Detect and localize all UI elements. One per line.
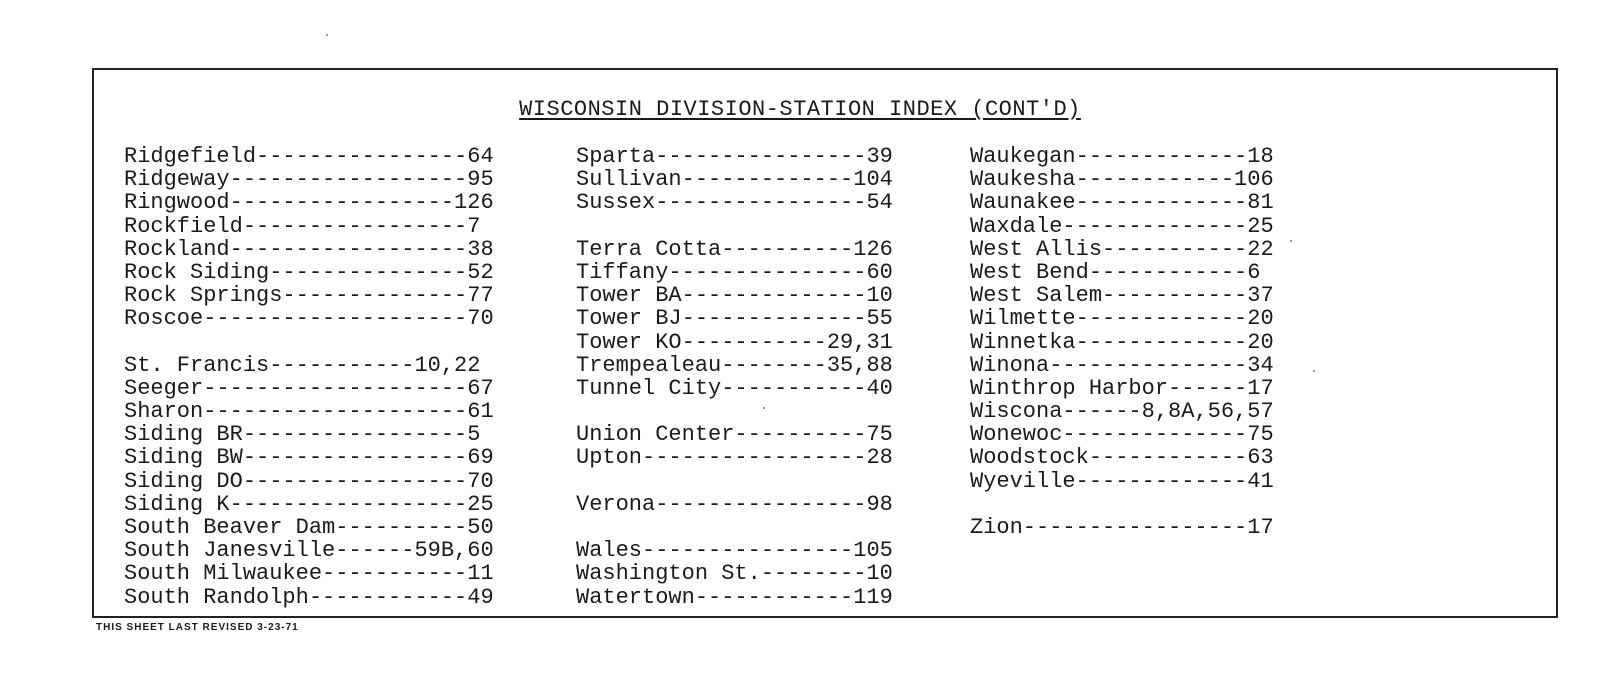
station-entry: Sullivan-------------104	[576, 167, 893, 193]
station-column-2	[576, 145, 893, 609]
station-entry: Verona----------------98	[576, 491, 893, 517]
station-entry: Rockland------------------38	[124, 236, 494, 262]
station-entry: Washington St.--------10	[576, 561, 893, 587]
station-entry: Tower BJ--------------55	[576, 306, 893, 332]
station-entry: Rock Siding---------------52	[124, 259, 494, 285]
station-entry: Siding BW-----------------69	[124, 445, 494, 471]
station-entry: Tower BA--------------10	[576, 283, 893, 309]
station-entry: Waukesha------------106	[970, 167, 1274, 193]
scan-speck	[763, 407, 765, 409]
station-entry: Waukegan-------------18	[970, 144, 1274, 169]
station-entry: West Salem-----------37	[970, 283, 1274, 309]
station-entry: St. Francis-----------10,22	[124, 352, 481, 378]
station-entry: Trempealeau--------35,88	[576, 352, 893, 378]
station-entry: Zion-----------------17	[970, 515, 1274, 540]
spacer-row	[576, 470, 893, 493]
station-entry: Wyeville-------------41	[970, 468, 1274, 494]
station-entry: South Randolph------------49	[124, 584, 494, 610]
station-column-1	[124, 145, 494, 609]
station-entry: Siding DO-----------------70	[124, 468, 494, 494]
spacer-row	[576, 400, 893, 423]
station-entry: Sussex----------------54	[576, 190, 893, 216]
station-entry: Waunakee-------------81	[970, 190, 1274, 216]
station-entry: Wonewoc--------------75	[970, 422, 1274, 448]
station-entry: Winona---------------34	[970, 352, 1274, 378]
station-entry: Siding K------------------25	[124, 491, 494, 517]
station-entry: South Milwaukee-----------11	[124, 561, 494, 587]
station-entry: Wiscona------8,8A,56,57	[970, 399, 1274, 425]
station-entry: Siding BR-----------------5	[124, 422, 481, 448]
spacer-row	[124, 331, 494, 354]
station-entry: Wilmette-------------20	[970, 306, 1274, 332]
station-entry: Tower KO-----------29,31	[576, 329, 893, 355]
station-entry: Rockfield-----------------7	[124, 213, 481, 239]
page-title	[0, 97, 1600, 123]
station-entry: Upton-----------------28	[576, 445, 893, 471]
station-entry: Wales----------------105	[576, 538, 893, 564]
station-entry: Watertown------------119	[576, 584, 893, 610]
station-entry: West Bend------------6	[970, 259, 1261, 285]
station-entry: Ridgefield----------------64	[124, 144, 494, 169]
station-entry: Tunnel City-----------40	[576, 375, 893, 401]
station-entry: Winthrop Harbor------17	[970, 375, 1274, 401]
station-entry: South Janesville------59B,60	[124, 538, 494, 564]
station-entry: South Beaver Dam----------50	[124, 515, 494, 540]
scan-speck	[1290, 240, 1292, 242]
station-column-3	[970, 145, 1274, 539]
page-title-text: WISCONSIN DIVISION-STATION INDEX (CONT'D)	[519, 97, 1081, 122]
station-entry: Sharon--------------------61	[124, 399, 494, 425]
station-entry: Roscoe--------------------70	[124, 306, 494, 332]
station-entry: Waxdale--------------25	[970, 213, 1274, 239]
station-entry: Rock Springs--------------77	[124, 283, 494, 309]
station-entry: Tiffany---------------60	[576, 259, 893, 285]
spacer-row	[576, 215, 893, 238]
station-entry: Sparta----------------39	[576, 144, 893, 169]
revision-footer: THIS SHEET LAST REVISED 3-23-71	[96, 622, 299, 633]
scan-speck	[326, 34, 328, 36]
spacer-row	[970, 493, 1274, 516]
station-entry: Ridgeway------------------95	[124, 167, 494, 193]
station-entry: Terra Cotta----------126	[576, 236, 893, 262]
station-entry: Winnetka-------------20	[970, 329, 1274, 355]
station-entry: West Allis-----------22	[970, 236, 1274, 262]
station-entry: Union Center----------75	[576, 422, 893, 448]
station-entry: Ringwood-----------------126	[124, 190, 494, 216]
station-entry: Seeger--------------------67	[124, 375, 494, 401]
scan-speck	[1313, 370, 1315, 372]
station-entry: Woodstock------------63	[970, 445, 1274, 471]
spacer-row	[576, 516, 893, 539]
